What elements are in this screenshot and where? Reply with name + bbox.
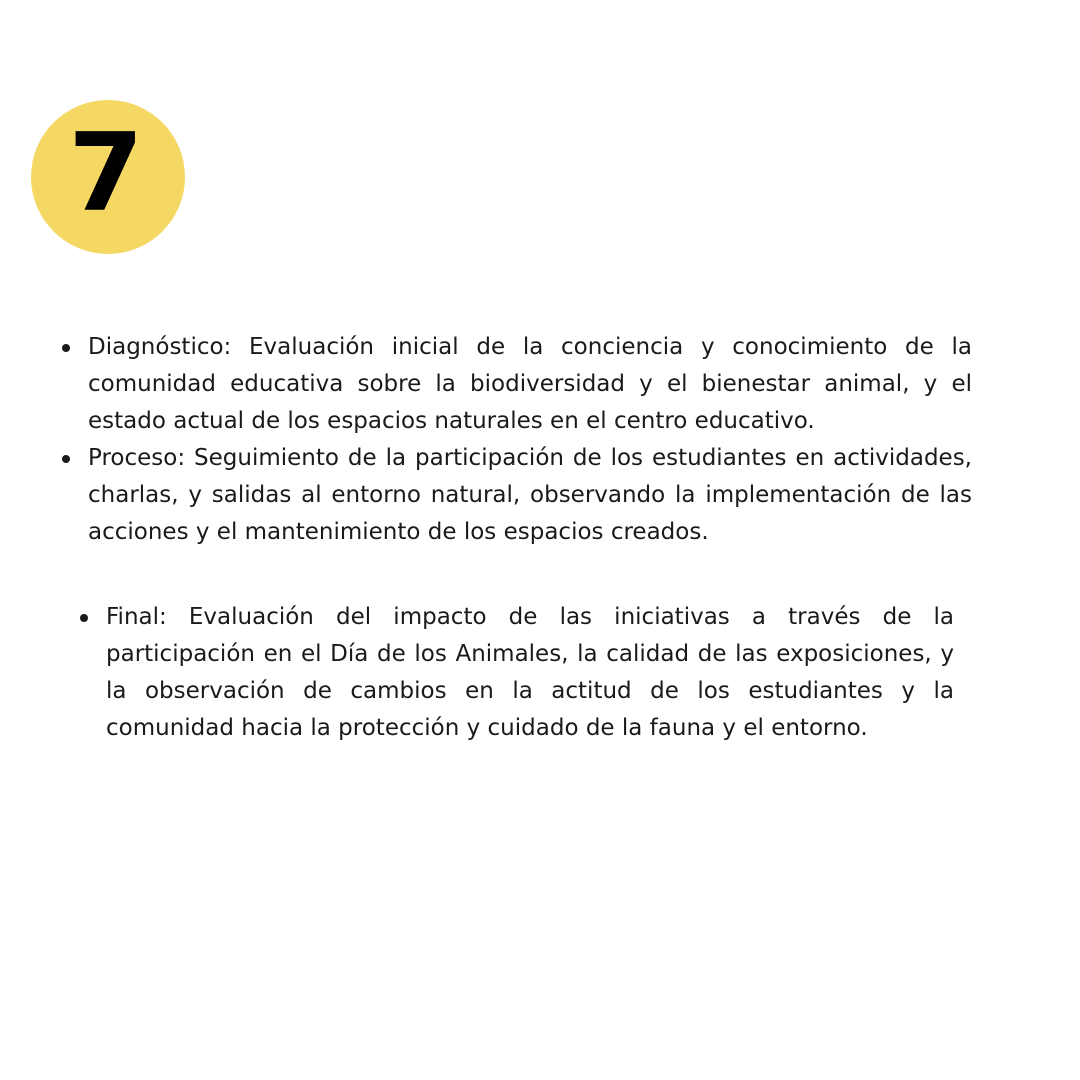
- evaluation-list-final: [74, 599, 954, 747]
- list-item-proceso: [56, 440, 972, 551]
- bullet-icon: [62, 344, 70, 352]
- step-number-badge: [31, 100, 185, 254]
- list-item-text: Diagnóstico: Evaluación inicial de la conciencia y conocimiento de la comunidad educativa sobre la biodiversidad y el bienestar animal, y el estado actual de los espacios naturales en el centro educativo.: [88, 334, 972, 434]
- list-item-text: Proceso: Seguimiento de la participación de los estudiantes en actividades, charlas, y salidas al entorno natural, observando la implementación de las acciones y el mantenimiento de los espacios creados.: [88, 445, 972, 545]
- bullet-icon: [80, 614, 88, 622]
- evaluation-list: [56, 329, 972, 551]
- step-number: 7: [68, 111, 144, 236]
- bullet-icon: [62, 455, 70, 463]
- list-item-text: Final: Evaluación del impacto de las iniciativas a través de la participación en el Día de los Animales, la calidad de las exposiciones, y la observación de cambios en la actitud de los estudiantes y la comunidad hacia la protección y cuidado de la fauna y el entorno.: [106, 604, 954, 741]
- list-item-final: [74, 599, 954, 747]
- list-item-diagnostico: [56, 329, 972, 440]
